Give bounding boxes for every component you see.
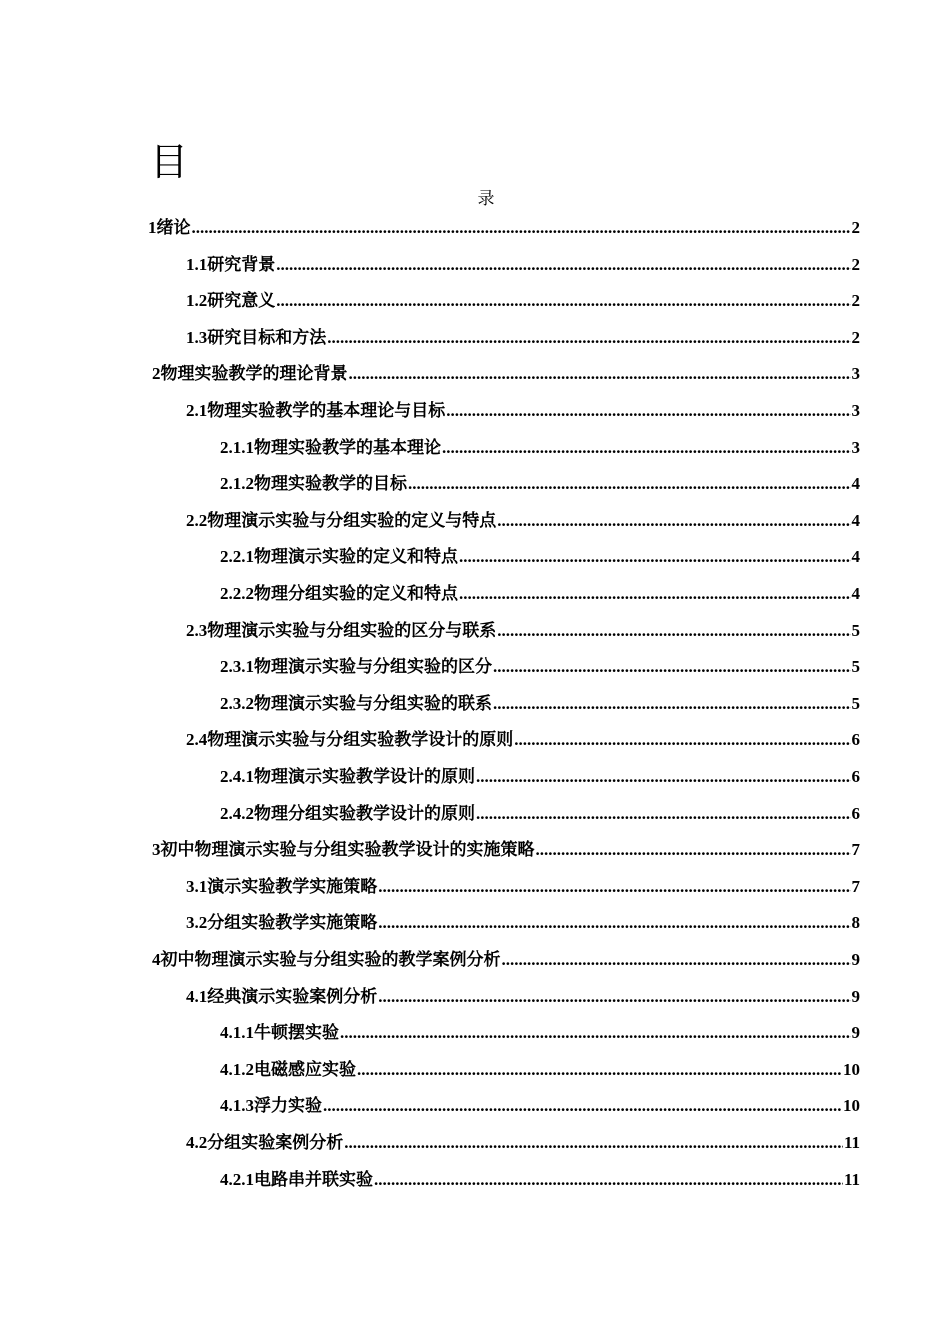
toc-entry-leader bbox=[446, 401, 850, 421]
toc-entry[interactable] bbox=[186, 901, 860, 933]
toc-entry-number: 4.1.3 bbox=[220, 1096, 254, 1116]
toc-entry-page: 3 bbox=[851, 364, 860, 384]
toc-entry[interactable] bbox=[220, 1011, 860, 1043]
toc-entry-number: 4.2 bbox=[186, 1133, 208, 1152]
toc-entry[interactable] bbox=[220, 1084, 860, 1116]
toc-entry-title: 经典演示实验案例分析 bbox=[207, 986, 378, 1006]
toc-entry-page: 4 bbox=[851, 510, 860, 530]
toc-entry-page: 6 bbox=[851, 803, 860, 823]
toc-entry-title: 研究目标和方法 bbox=[207, 327, 327, 347]
toc-entry-page: 5 bbox=[851, 657, 860, 677]
toc-entry-number: 3.1 bbox=[186, 876, 208, 896]
toc-entry-page: 6 bbox=[851, 730, 860, 750]
toc-entry-leader bbox=[493, 657, 851, 677]
toc-entry-number: 2.1.2 bbox=[220, 474, 254, 494]
toc-entry-number: 2.3.1 bbox=[220, 657, 254, 677]
toc-entry[interactable] bbox=[186, 316, 860, 348]
toc-entry-leader bbox=[344, 1133, 843, 1153]
toc-entry[interactable] bbox=[220, 682, 860, 714]
toc-entry-leader bbox=[502, 950, 851, 970]
toc-title-main: 目 bbox=[150, 142, 189, 184]
toc-entry-title: 物理演示实验教学设计的原则 bbox=[254, 767, 475, 786]
toc-entry-leader bbox=[378, 913, 850, 933]
toc-entry-title: 分组实验教学实施策略 bbox=[207, 913, 378, 933]
toc-entry-leader bbox=[349, 364, 851, 384]
toc-entry-number: 4.1 bbox=[186, 986, 208, 1006]
toc-entry-number: 2.3.2 bbox=[220, 693, 254, 713]
toc-entry-number: 2.2 bbox=[186, 510, 208, 530]
toc-entry-title: 物理演示实验与分组实验的联系 bbox=[254, 693, 492, 713]
toc-entry-number: 1.3 bbox=[186, 327, 208, 347]
toc-entry-page: 7 bbox=[851, 840, 860, 860]
toc-entry-leader bbox=[497, 621, 850, 641]
toc-entry[interactable] bbox=[186, 865, 860, 897]
toc-entry-number: 3.2 bbox=[186, 913, 208, 933]
toc-entry-leader bbox=[276, 255, 850, 275]
toc-entry-page: 7 bbox=[851, 876, 860, 896]
toc-entry[interactable] bbox=[186, 389, 860, 421]
toc-entry-leader bbox=[459, 547, 851, 567]
toc-entry-leader bbox=[378, 877, 850, 897]
toc-entry-leader bbox=[497, 511, 850, 531]
toc-entry[interactable] bbox=[186, 975, 860, 1007]
toc-entry-leader bbox=[374, 1170, 843, 1190]
toc-entry-title: 物理演示实验与分组实验的区分与联系 bbox=[207, 620, 497, 640]
toc-entry-title: 物理演示实验与分组实验的区分 bbox=[254, 657, 492, 677]
toc-entry-leader bbox=[408, 474, 851, 494]
toc-entry-number: 1.2 bbox=[186, 291, 208, 311]
toc-entry-page: 5 bbox=[851, 693, 860, 713]
toc-entry-title: 初中物理演示实验与分组实验教学设计的实施策略 bbox=[160, 840, 535, 860]
toc-entry[interactable] bbox=[220, 1158, 860, 1190]
toc-entry[interactable] bbox=[220, 1048, 860, 1080]
toc-entry-leader bbox=[442, 438, 851, 458]
toc-entry-page: 9 bbox=[851, 950, 860, 969]
toc-entry-number: 4 bbox=[152, 950, 161, 969]
toc-entry-page: 11 bbox=[843, 1133, 860, 1152]
toc-entry-leader bbox=[476, 767, 851, 787]
toc-title-sub: 录 bbox=[477, 189, 495, 208]
toc-entry[interactable] bbox=[148, 206, 860, 238]
toc-entry[interactable] bbox=[220, 755, 860, 787]
toc-entry-leader bbox=[514, 730, 850, 750]
toc-entry-number: 2.2.2 bbox=[220, 584, 254, 603]
toc-entry[interactable] bbox=[186, 499, 860, 531]
toc-entry[interactable] bbox=[186, 609, 860, 641]
toc-entry-leader bbox=[276, 291, 850, 311]
toc-entry-title: 物理分组实验教学设计的原则 bbox=[254, 803, 475, 823]
toc-entry[interactable] bbox=[186, 243, 860, 275]
toc-entry[interactable] bbox=[220, 535, 860, 567]
toc-entry-leader bbox=[476, 804, 851, 824]
toc-entry-number: 3 bbox=[152, 840, 161, 860]
toc-entry-number: 2.4.2 bbox=[220, 803, 254, 823]
toc-entry-number: 1.1 bbox=[186, 254, 208, 274]
toc-entry-page: 4 bbox=[851, 547, 860, 567]
toc-entry-leader bbox=[493, 694, 851, 714]
toc-entry-title: 初中物理演示实验与分组实验的教学案例分析 bbox=[160, 950, 501, 969]
toc-entry[interactable] bbox=[152, 352, 860, 384]
toc-entry-title: 电路串并联实验 bbox=[254, 1169, 373, 1189]
toc-entry-leader bbox=[340, 1023, 851, 1043]
toc-entry-leader bbox=[536, 840, 851, 860]
toc-entry-number: 2.1.1 bbox=[220, 437, 254, 457]
toc-entry-title: 浮力实验 bbox=[254, 1096, 322, 1116]
toc-entry-number: 2.1 bbox=[186, 401, 208, 420]
toc-entry-number: 2.2.1 bbox=[220, 547, 254, 567]
toc-entry-title: 牛顿摆实验 bbox=[254, 1023, 339, 1043]
toc-entry[interactable] bbox=[220, 645, 860, 677]
toc-entry-page: 2 bbox=[851, 291, 860, 311]
toc-entry-number: 4.1.1 bbox=[220, 1023, 254, 1043]
toc-entry-page: 10 bbox=[843, 1059, 860, 1079]
toc-entry[interactable] bbox=[220, 792, 860, 824]
toc-entry-leader bbox=[378, 987, 850, 1007]
toc-entry-page: 4 bbox=[851, 584, 860, 603]
toc-entry-page: 10 bbox=[843, 1096, 860, 1116]
toc-entry[interactable] bbox=[220, 426, 860, 458]
toc-entry-page: 4 bbox=[851, 474, 860, 494]
toc-entry[interactable] bbox=[152, 938, 860, 970]
toc-entry-number: 4.2.1 bbox=[220, 1169, 254, 1189]
toc-entry-title: 电磁感应实验 bbox=[254, 1059, 356, 1079]
toc-entry-leader bbox=[192, 218, 851, 238]
toc-entry-page: 6 bbox=[851, 767, 860, 786]
toc-entry-page: 2 bbox=[851, 327, 860, 347]
toc-entry-title: 物理演示实验与分组实验的定义与特点 bbox=[207, 510, 497, 530]
toc-entry-leader bbox=[323, 1096, 842, 1116]
toc-entry-number: 2.3 bbox=[186, 620, 208, 640]
toc-entry-number: 2.4.1 bbox=[220, 767, 254, 786]
toc-entry-number: 2.4 bbox=[186, 730, 208, 750]
toc-entry[interactable] bbox=[152, 828, 860, 860]
toc-entry-number: 1 bbox=[148, 218, 157, 237]
toc-entry[interactable] bbox=[186, 718, 860, 750]
toc-entry-leader bbox=[459, 584, 851, 604]
toc-entry-title: 物理实验教学的目标 bbox=[254, 474, 407, 494]
toc-entry-title: 物理演示实验的定义和特点 bbox=[254, 547, 458, 567]
toc-entry-leader bbox=[357, 1060, 842, 1080]
toc-entry[interactable] bbox=[186, 279, 860, 311]
toc-entry-page: 2 bbox=[851, 254, 860, 274]
toc-entry-title: 绪论 bbox=[156, 218, 191, 237]
toc-entry-page: 11 bbox=[843, 1169, 860, 1189]
toc-entry-title: 研究背景 bbox=[207, 254, 276, 274]
toc-entry[interactable] bbox=[186, 1121, 860, 1153]
toc-entry-page: 8 bbox=[851, 913, 860, 933]
toc-entry-page: 2 bbox=[851, 218, 860, 237]
toc-entry-leader bbox=[327, 328, 850, 348]
toc-entry-page: 3 bbox=[851, 401, 860, 420]
toc-entry-title: 物理实验教学的基本理论 bbox=[254, 437, 441, 457]
toc-entry-page: 3 bbox=[851, 437, 860, 457]
toc-entry-title: 物理实验教学的理论背景 bbox=[160, 364, 348, 384]
toc-entry-page: 9 bbox=[851, 1023, 860, 1043]
toc-entry-title: 物理分组实验的定义和特点 bbox=[254, 584, 458, 603]
toc-entry[interactable] bbox=[220, 572, 860, 604]
toc-entry[interactable] bbox=[220, 462, 860, 494]
toc-entry-number: 4.1.2 bbox=[220, 1059, 254, 1079]
toc-entry-title: 物理实验教学的基本理论与目标 bbox=[207, 401, 446, 420]
toc-entry-title: 研究意义 bbox=[207, 291, 276, 311]
toc-entry-number: 2 bbox=[152, 364, 161, 384]
toc-entry-page: 9 bbox=[851, 986, 860, 1006]
toc-entry-page: 5 bbox=[851, 620, 860, 640]
toc-entry-title: 分组实验案例分析 bbox=[207, 1133, 344, 1152]
toc-entry-title: 演示实验教学实施策略 bbox=[207, 876, 378, 896]
toc-entry-title: 物理演示实验与分组实验教学设计的原则 bbox=[207, 730, 514, 750]
